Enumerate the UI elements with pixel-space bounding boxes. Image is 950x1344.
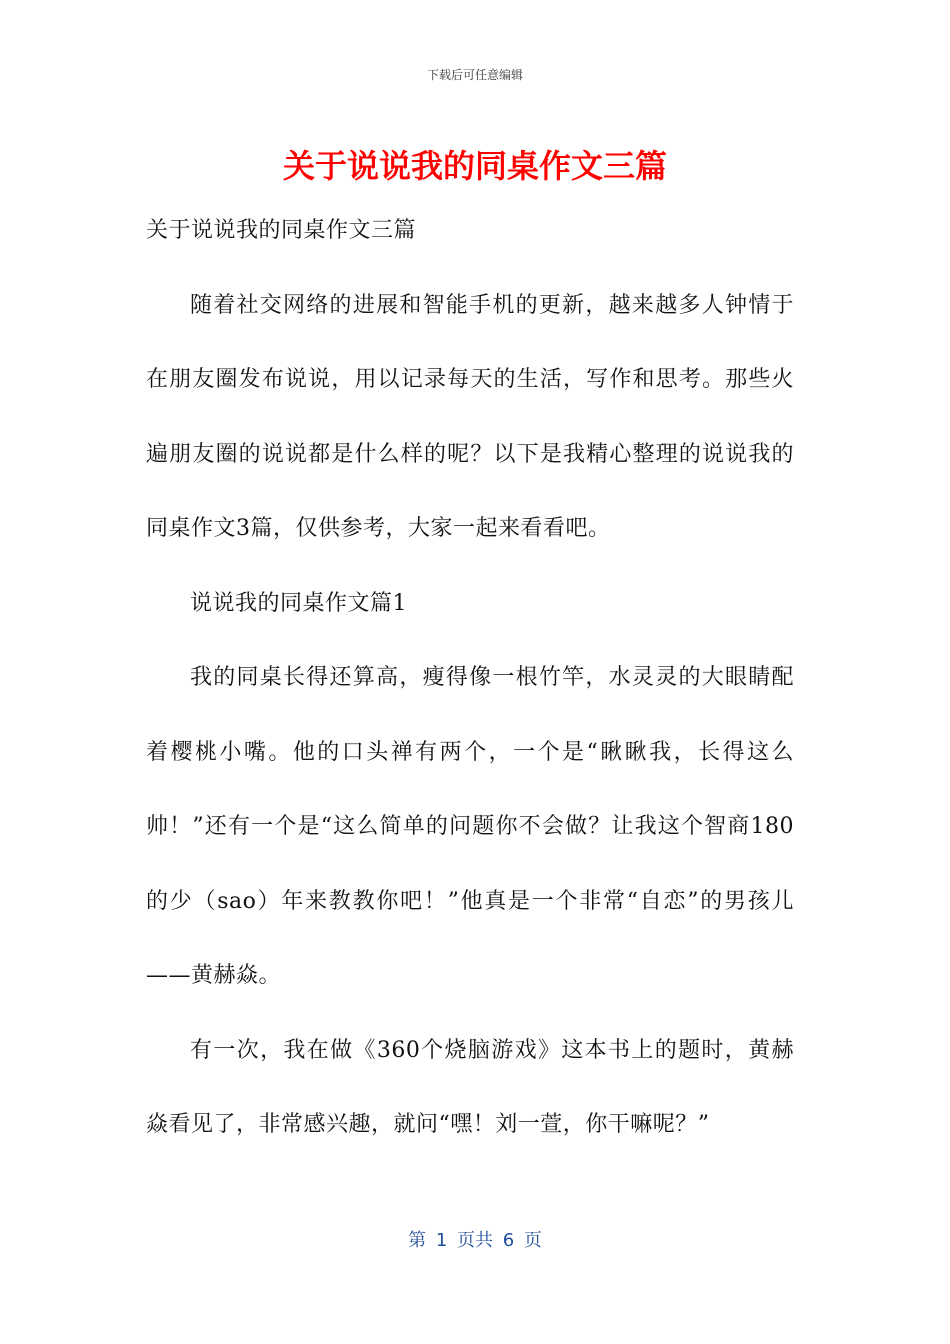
paragraph-body: 我的同桌长得还算高，瘦得像一根竹竿，水灵灵的大眼睛配着樱桃小嘴。他的口头禅有两个，一个是“瞅瞅我，长得这么帅！”还有一个是“这么简单的问题你不会做？让我这个智商180的少（sao）年来教教你吧！”他真是一个非常“自恋”的男孩儿——黄赫焱。 [146, 665, 794, 988]
paragraph-intro: 随着社交网络的进展和智能手机的更新，越来越多人钟情于在朋友圈发布说说，用以记录每天的生活，写作和思考。那些火遍朋友圈的说说都是什么样的呢？以下是我精心整理的说说我的同桌作文3篇，仅供参考，大家一起来看看吧。 [146, 292, 794, 541]
header-note: 下载后可任意编辑 [426, 68, 523, 82]
paragraph-subtitle: 关于说说我的同桌作文三篇 [146, 218, 417, 243]
document-title: 关于说说我的同桌作文三篇 [282, 147, 667, 185]
page-footer: 第 1 页共 6 页 [408, 1230, 542, 1251]
paragraph-body: 有一次，我在做《360个烧脑游戏》这本书上的题时，黄赫焱看见了，非常感兴趣，就问“嘿！刘一萱，你干嘛呢？” [146, 1037, 794, 1137]
document-body [146, 194, 794, 1163]
paragraph-section-heading: 说说我的同桌作文篇1 [190, 590, 407, 616]
